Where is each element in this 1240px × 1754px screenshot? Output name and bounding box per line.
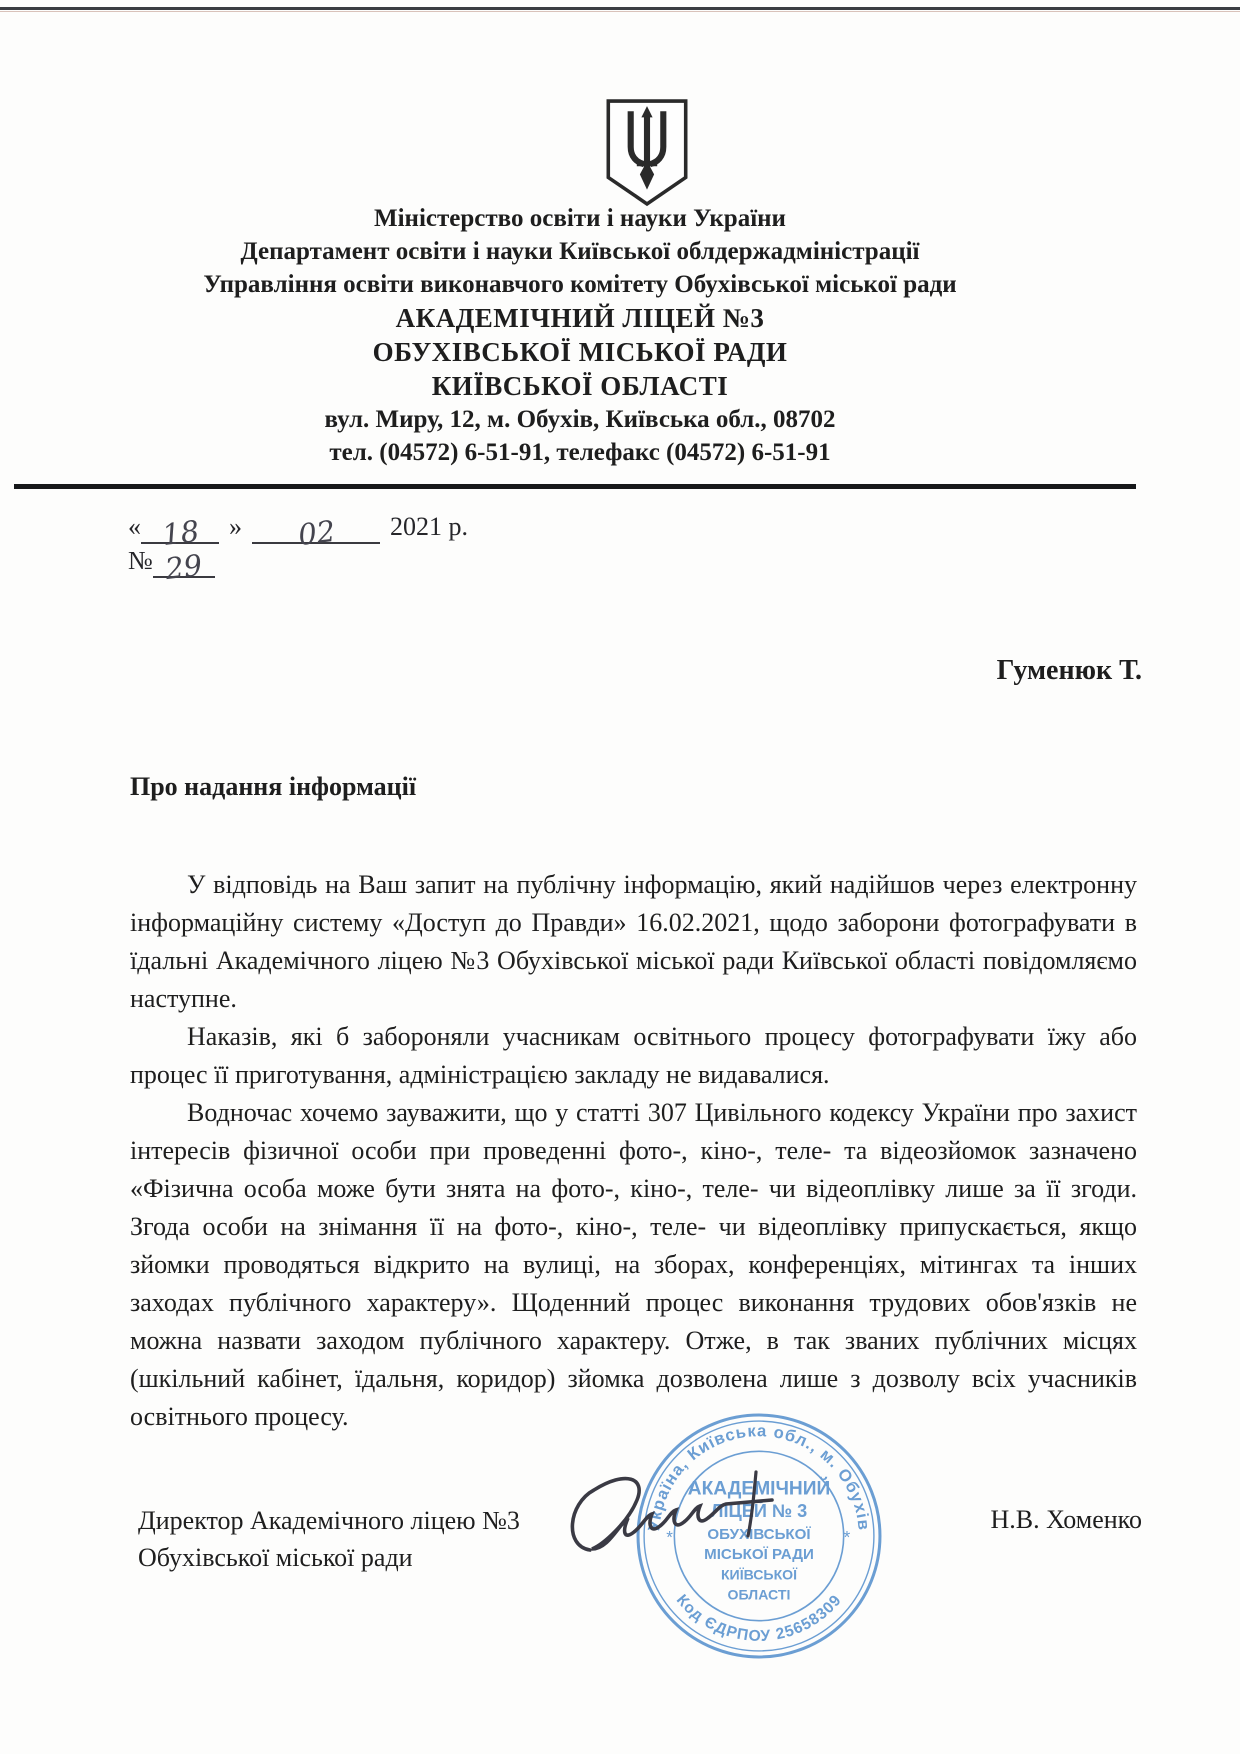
signature-scrawl	[560, 1452, 840, 1582]
date-quote-open: «	[128, 512, 141, 541]
stamp-center-line: ОБУХІВСЬКОЇ	[707, 1526, 811, 1544]
number-label: №	[128, 546, 153, 575]
stamp-center-line: ОБЛАСТІ	[727, 1586, 791, 1603]
stamp-separator-left: *	[666, 1527, 673, 1548]
date-month-blank	[252, 513, 380, 553]
date-line	[128, 510, 468, 553]
letter-body	[130, 866, 1137, 1436]
letterhead	[60, 202, 1100, 469]
lyceum-name-line: АКАДЕМІЧНИЙ ЛІЦЕЙ №3	[395, 303, 765, 333]
stamp-separator-right: *	[843, 1527, 851, 1548]
reference-block	[128, 510, 468, 587]
letterhead-education-office-line: Управління освіти виконавчого комітету Обухівської міської ради	[203, 271, 957, 298]
stamp-ring-bottom-text: Код ЄДРПОУ 25658309	[672, 1591, 846, 1646]
body-paragraph: Водночас хочемо зауважити, що у статті 307 Цивільного кодексу України про захист інтересів фізичної особи при проведенні фото-, кіно-, теле- та відеозйомок зазначено «Фізична особа може бути знята на фото-, кіно-, теле- чи відеоплівку лише за її згоди. Згода особи на знімання її на фото-, кіно-, теле- чи відеоплівку припускається, якщо зйомки проводяться відкрито на вулиці, на зборах, конференціях, мітингах та інших заходах публічного характеру». Щоденний процес виконання трудових обов'язків не можна назвати заходом публічного характеру. Отже, в так званих публічних місцях (шкільний кабінет, їдальня, коридор) зйомка дозволена лише з дозволу всіх учасників освітнього процесу.	[130, 1098, 1137, 1431]
ukraine-trident-emblem	[602, 98, 692, 208]
stamp-center-line: МІСЬКОЇ РАДИ	[704, 1546, 814, 1564]
signer-name: Н.В. Хоменко	[990, 1505, 1142, 1534]
stamp-ring-top-text: Україна, Київська обл., м. Обухів	[644, 1421, 874, 1532]
director-title	[138, 1502, 520, 1576]
date-year-text: 2021 р.	[390, 512, 468, 541]
lyceum-council-line: ОБУХІВСЬКОЇ МІСЬКОЇ РАДИ	[372, 337, 788, 367]
date-month-handwritten: 02	[295, 513, 337, 553]
number-blank	[153, 547, 215, 587]
recipient-name: Гуменюк Т.	[996, 655, 1142, 686]
letterhead-divider-rule	[14, 484, 1136, 489]
letterhead-ministry-line: Міністерство освіти і науки України	[374, 205, 786, 232]
number-handwritten: 29	[163, 547, 205, 587]
subject-line: Про надання інформації	[130, 772, 417, 801]
director-title-line-1: Директор Академічного ліцею №3	[138, 1506, 520, 1535]
phone-line: тел. (04572) 6-51-91, телефакс (04572) 6-51-91	[329, 439, 831, 466]
stamp-center-line: АКАДЕМІЧНИЙ	[687, 1478, 831, 1500]
stamp-center-line: КИЇВСЬКОЇ	[720, 1566, 798, 1583]
body-paragraph: Наказів, які б забороняли учасникам освітнього процесу фотографувати їжу або процес її приготування, адміністрацією закладу не видавалися.	[130, 1022, 1137, 1089]
stamp-center-line: ЛІЦЕЙ № 3	[710, 1500, 808, 1521]
director-title-line-2: Обухівської міської ради	[138, 1543, 413, 1572]
scan-artifact-warm-line	[0, 11, 1240, 12]
address-line: вул. Миру, 12, м. Обухів, Київська обл., 08702	[324, 406, 836, 433]
date-day-handwritten: 18	[159, 513, 201, 553]
date-day-blank	[141, 513, 219, 553]
scan-artifact-top-line	[0, 7, 1240, 10]
letterhead-department-line: Департамент освіти і науки Київської облдержадміністрації	[240, 238, 920, 265]
date-quote-close: »	[229, 512, 242, 541]
body-paragraph: У відповідь на Ваш запит на публічну інформацію, який надійшов через електронну інформаційну систему «Доступ до Правди» 16.02.2021, щодо заборони фотографувати в їдальні Академічного ліцею №3 Обухівської міської ради Київської області повідомляємо наступне.	[130, 870, 1137, 1013]
lyceum-region-line: КИЇВСЬКОЇ ОБЛАСТІ	[431, 371, 729, 401]
